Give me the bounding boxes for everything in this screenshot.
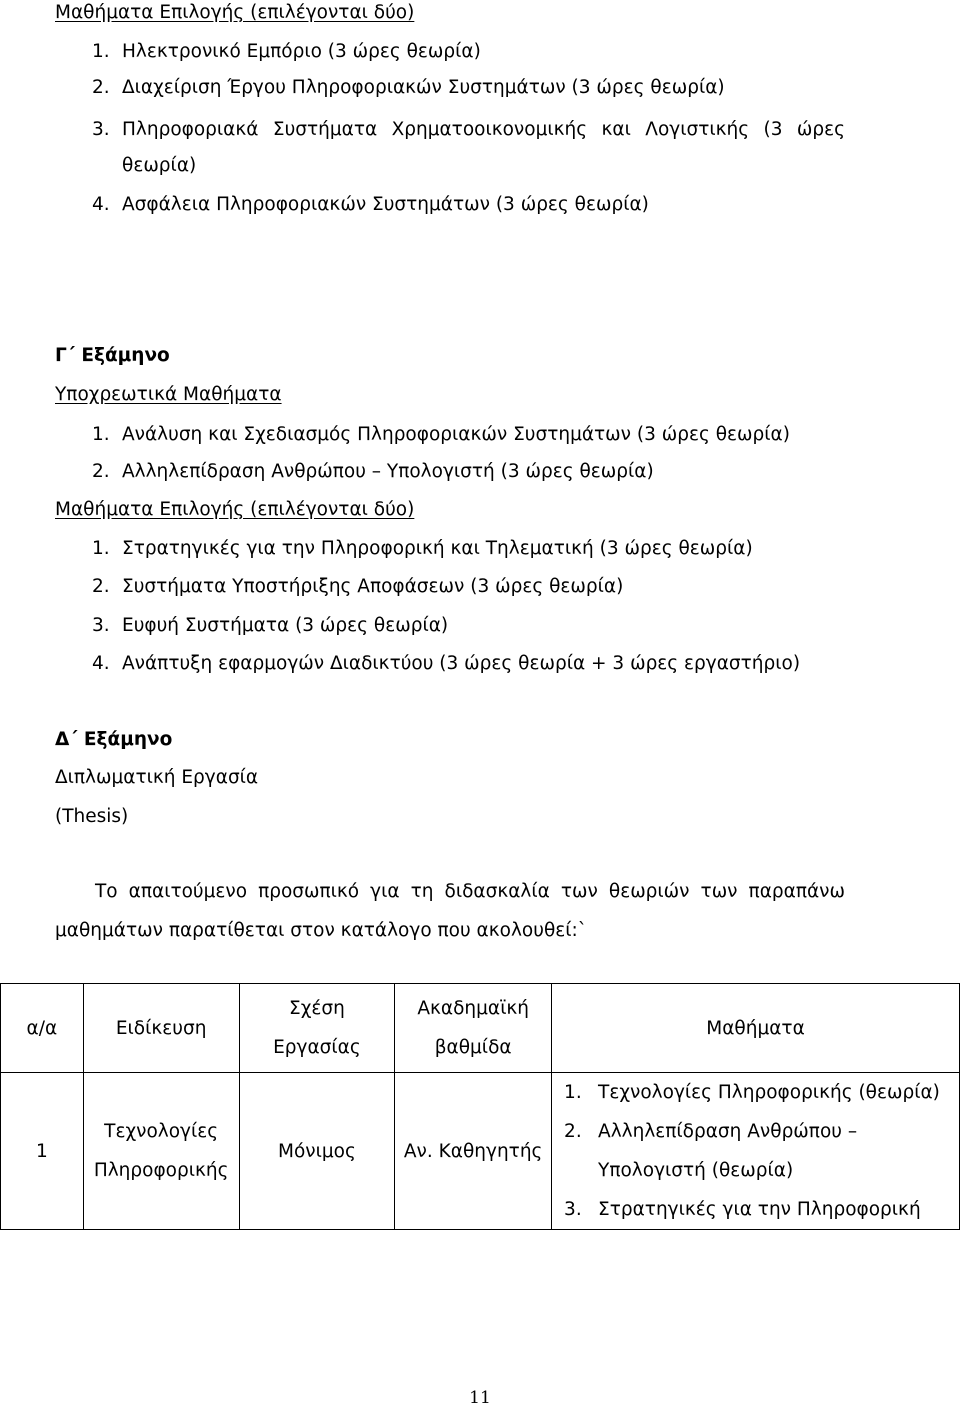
list-item: [92, 652, 800, 676]
list-text: Πληροφοριακά Συστήματα Χρηματοοικονομικής και Λογιστικής (3 ώρες: [122, 119, 845, 140]
list-number: 4.: [92, 194, 110, 215]
cell-relation: Μόνιμος: [239, 1073, 395, 1230]
list-item: [92, 423, 790, 447]
thesis-english-label: (Thesis): [55, 806, 129, 827]
list-item: [92, 193, 649, 217]
header-relation-line-1: Σχέση: [289, 998, 345, 1019]
cell-specialty-line-2: Πληροφορικής: [93, 1160, 229, 1181]
course-text-line-2: Υπολογιστή (θεωρία): [598, 1160, 794, 1181]
list-item: [92, 40, 481, 64]
course-number: 3.: [564, 1199, 582, 1220]
list-item: [92, 575, 623, 599]
list-text: Ηλεκτρονικό Εμπόριο (3 ώρες θεωρία): [122, 41, 481, 62]
list-item: [92, 537, 753, 561]
cell-rank: Αν. Καθηγητής: [395, 1073, 552, 1230]
header-courses: Μαθήματα: [552, 984, 960, 1073]
paragraph-line-1: Το απαιτούμενο προσωπικό για τη διδασκαλία των θεωριών των παραπάνω: [95, 881, 845, 902]
course-number: 1.: [564, 1082, 582, 1103]
list-number: 4.: [92, 653, 110, 674]
list-number: 1.: [92, 41, 110, 62]
list-item: [92, 614, 448, 638]
header-rank: [395, 984, 552, 1073]
list-text: Ανάπτυξη εφαρμογών Διαδικτύου (3 ώρες θεωρία + 3 ώρες εργαστήριο): [122, 653, 801, 674]
mandatory-heading: Υποχρεωτικά Μαθήματα: [55, 384, 282, 405]
course-item: [564, 1190, 959, 1229]
header-relation: [239, 984, 395, 1073]
list-text: Στρατηγικές για την Πληροφορική και Τηλεματική (3 ώρες θεωρία): [122, 538, 753, 559]
table-header-row: [1, 984, 960, 1073]
page-number: 11: [469, 1388, 491, 1408]
list-number: 3.: [92, 119, 110, 140]
list-number: 2.: [92, 461, 110, 482]
course-text: [598, 1112, 857, 1190]
cell-courses: [552, 1073, 960, 1230]
course-text: Στρατηγικές για την Πληροφορική: [598, 1199, 921, 1220]
list-text-continuation: θεωρία): [122, 155, 197, 176]
list-item: [92, 118, 845, 142]
electives-heading: Μαθήματα Επιλογής (επιλέγονται δύο): [55, 499, 415, 520]
list-number: 1.: [92, 424, 110, 445]
list-number: 2.: [92, 576, 110, 597]
cell-aa: 1: [1, 1073, 84, 1230]
paragraph-line-2: μαθημάτων παρατίθεται στον κατάλογο που ακολουθεί:`: [55, 920, 588, 941]
cell-specialty-line-1: Τεχνολογίες: [104, 1121, 219, 1142]
course-item: [564, 1112, 959, 1190]
table-row: [1, 1073, 960, 1230]
list-item: [92, 76, 725, 100]
header-aa: α/α: [1, 984, 84, 1073]
header-specialty: Ειδίκευση: [83, 984, 239, 1073]
list-number: 2.: [92, 77, 110, 98]
semester-3-title: Γ΄ Εξάμηνο: [55, 345, 170, 366]
cell-specialty: [83, 1073, 239, 1230]
course-text: Τεχνολογίες Πληροφορικής (θεωρία): [598, 1082, 940, 1103]
header-rank-line-2: βαθμίδα: [434, 1037, 512, 1058]
header-rank-line-1: Ακαδημαϊκή: [417, 998, 529, 1019]
list-text: Συστήματα Υποστήριξης Αποφάσεων (3 ώρες θεωρία): [122, 576, 624, 597]
list-text: Διαχείριση Έργου Πληροφοριακών Συστημάτων (3 ώρες θεωρία): [122, 77, 725, 98]
course-text-line-1: Αλληλεπίδραση Ανθρώπου –: [598, 1121, 858, 1142]
list-text: Ασφάλεια Πληροφοριακών Συστημάτων (3 ώρες θεωρία): [122, 194, 649, 215]
electives-heading: Μαθήματα Επιλογής (επιλέγονται δύο): [55, 2, 415, 23]
list-number: 1.: [92, 538, 110, 559]
thesis-label: Διπλωματική Εργασία: [55, 767, 259, 788]
list-text: Αλληλεπίδραση Ανθρώπου – Υπολογιστή (3 ώρες θεωρία): [122, 461, 654, 482]
list-text: Ευφυή Συστήματα (3 ώρες θεωρία): [122, 615, 449, 636]
semester-4-title: Δ΄ Εξάμηνο: [55, 729, 173, 750]
course-number: 2.: [564, 1121, 582, 1142]
list-item: [92, 460, 654, 484]
staff-table: [0, 983, 960, 1230]
course-item: [564, 1073, 959, 1112]
list-text: Ανάλυση και Σχεδιασμός Πληροφοριακών Συστημάτων (3 ώρες θεωρία): [122, 424, 790, 445]
header-relation-line-2: Εργασίας: [273, 1037, 361, 1058]
list-number: 3.: [92, 615, 110, 636]
